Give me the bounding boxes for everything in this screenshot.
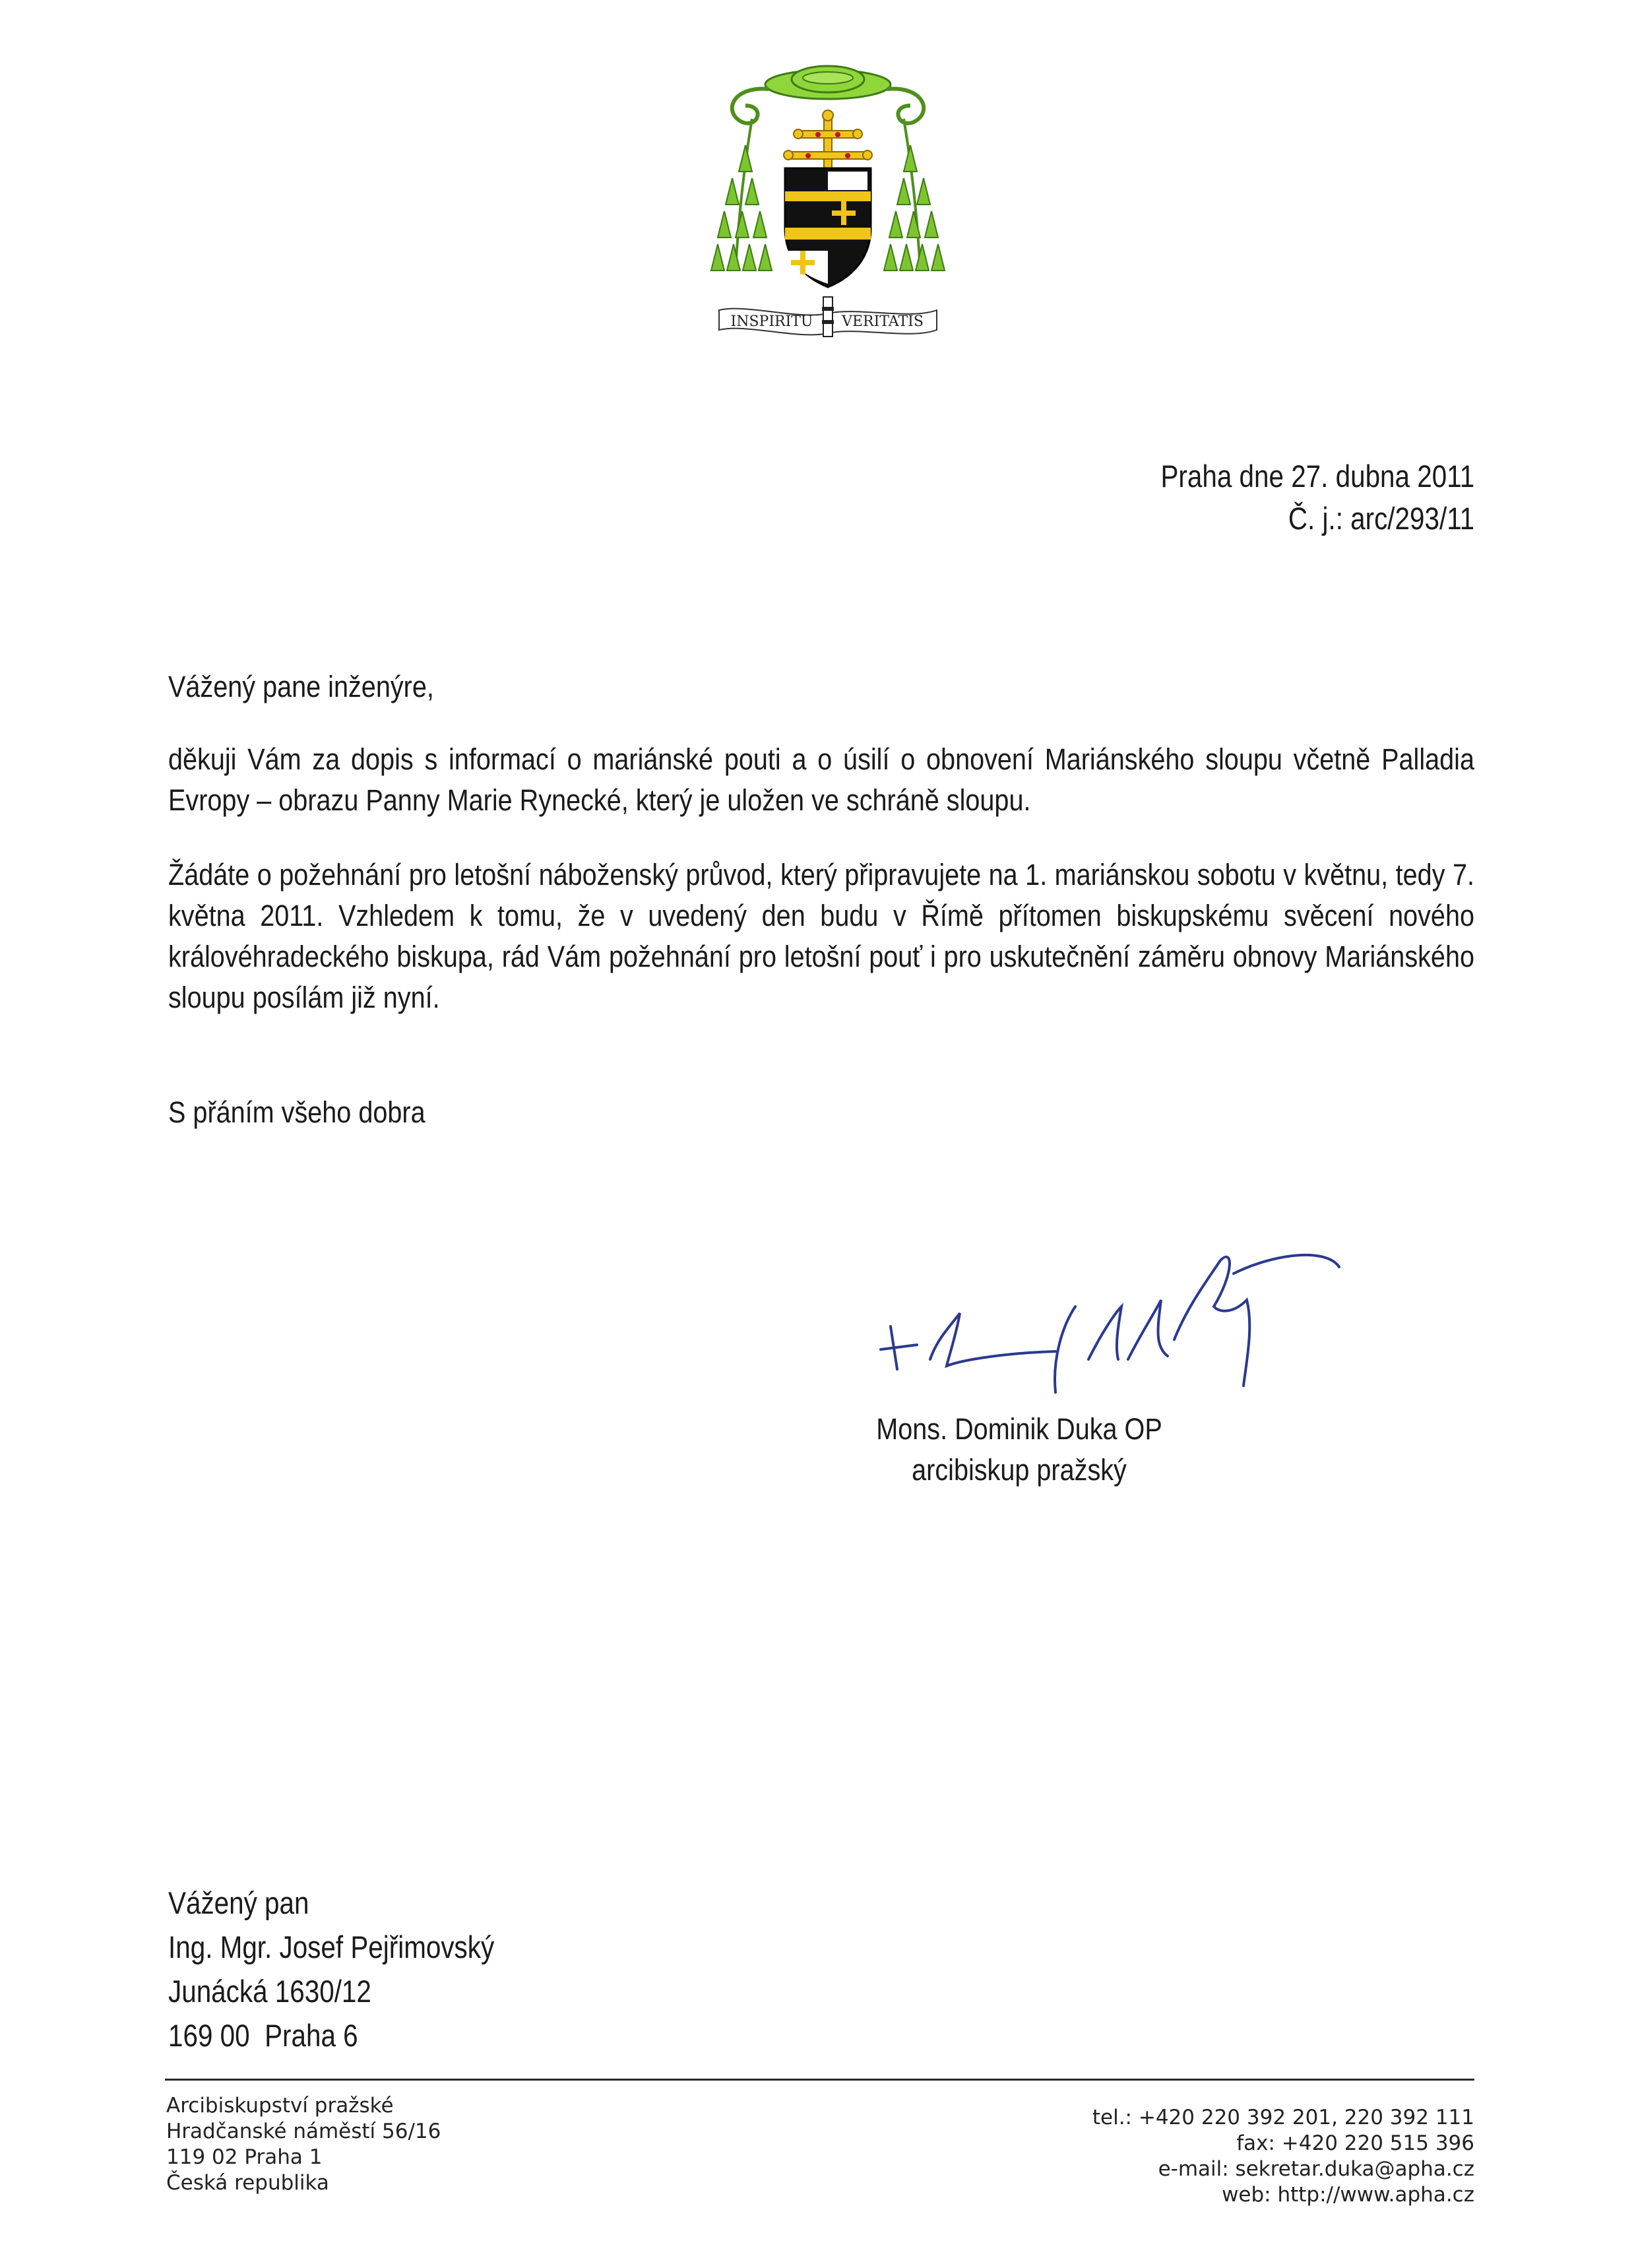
reference-number: Č. j.: arc/293/11 [1288,501,1474,536]
footer-address-line: 119 02 Praha 1 [166,2145,323,2169]
date-reference-block [1160,455,1474,540]
footer-web: web: http://www.apha.cz [1222,2183,1474,2207]
closing: S přáním všeho dobra [168,1095,425,1129]
motto-right: VERITATIS [842,313,924,330]
coat-of-arms-icon [706,59,950,350]
salutation: Vážený pane inženýre, [168,670,434,703]
recipient-line: 169 00 Praha 6 [168,2018,358,2053]
footer-address [166,2093,441,2196]
signer-name: Mons. Dominik Duka OP [876,1412,1162,1446]
footer-phone: tel.: +420 220 392 201, 220 392 111 [1092,2106,1474,2129]
footer-divider [165,2079,1474,2081]
footer-address-line: Česká republika [166,2171,329,2195]
signature-icon [877,1234,1379,1425]
recipient-line: Vážený pan [168,1885,309,1920]
paragraph-1: děkuji Vám za dopis s informací o mariánské pouti a o úsilí o obnovení Mariánského sloupu včetně Palladia Evropy – obrazu Panny Marie Rynecké, který je uložen ve schráně sloupu. [168,742,1474,817]
recipient-address [168,1881,494,2057]
footer-fax: fax: +420 220 515 396 [1236,2131,1474,2155]
recipient-line: Junácká 1630/12 [168,1974,371,2009]
recipient-line: Ing. Mgr. Josef Pejřimovský [168,1929,495,1964]
motto-left: INSPIRITU [730,313,813,330]
signer-title: arcibiskup pražský [912,1453,1127,1487]
footer-contacts [1092,2105,1474,2208]
footer-email: e-mail: sekretar.duka@apha.cz [1158,2157,1474,2181]
footer-address-line: Arcibiskupství pražské [166,2094,394,2118]
signer-block [874,1409,1164,1491]
letter-date: Praha dne 27. dubna 2011 [1160,459,1474,494]
footer-address-line: Hradčanské náměstí 56/16 [166,2120,441,2143]
paragraph-2: Žádáte o požehnání pro letošní náboženský průvod, který připravujete na 1. mariánskou sobotu v květnu, tedy 7. května 2011. Vzhledem k tomu, že v uvedený den budu v Římě přítomen biskupskému svěcení nového královéhradeckého biskupa, rád Vám požehnání pro letošní pouť i pro uskutečnění záměru obnovy Mariánského sloupu posílám již nyní. [168,858,1474,1014]
